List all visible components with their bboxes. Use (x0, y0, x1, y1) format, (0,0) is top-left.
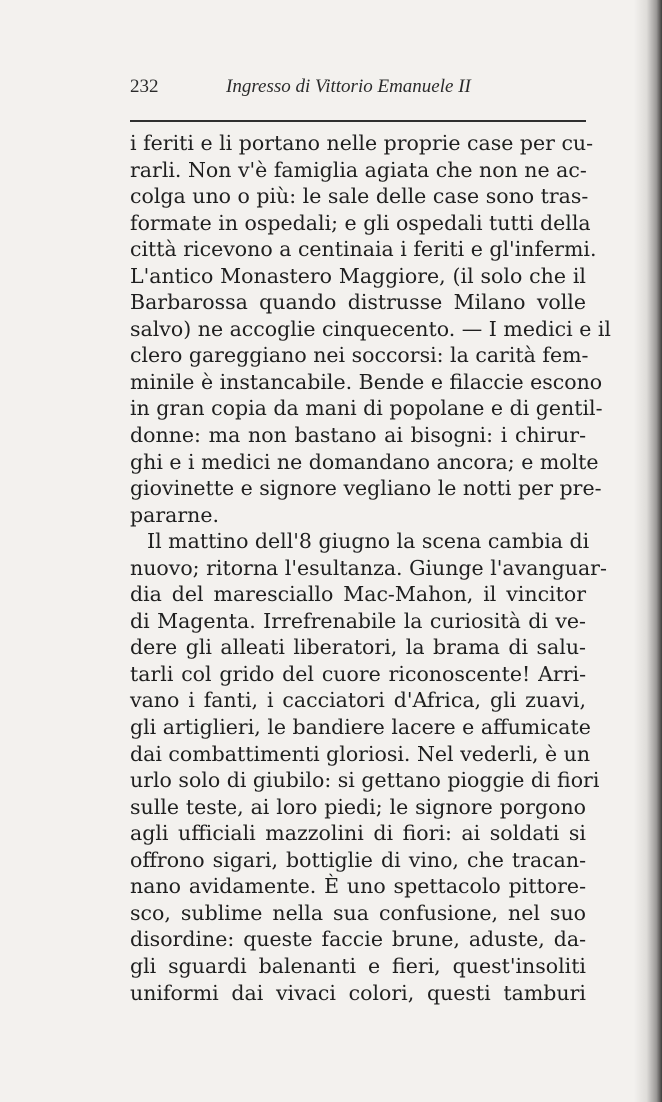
text-line: di Magenta. Irrefrenabile la curiosità di ve- (130, 608, 586, 633)
text-line: colga uno o più: le sale delle case sono tras- (130, 184, 589, 209)
page-binding-edge (634, 0, 662, 1102)
paragraph (130, 130, 611, 528)
text-line: ghi e i medici ne domandano ancora; e molte (130, 449, 599, 474)
text-line: Il mattino dell'8 giugno la scena cambia di (147, 529, 590, 554)
running-title: Ingresso di Vittorio Emanuele II (226, 76, 471, 97)
text-line: rarli. Non v'è famiglia agiata che non ne ac- (130, 157, 587, 182)
text-line: agli ufficiali mazzolini di fiori: ai soldati si (130, 821, 586, 846)
text-line: dia del maresciallo Mac-Mahon, il vincitor (130, 582, 586, 607)
page-header (130, 76, 586, 104)
text-line: tarli col grido del cuore riconoscente! Arri- (130, 661, 586, 686)
text-line: vano i fanti, i cacciatori d'Africa, gli zuavi, (130, 688, 586, 713)
text-line: uniformi dai vivaci colori, questi tamburi (130, 980, 586, 1005)
text-line: formate in ospedali; e gli ospedali tutti della (130, 210, 591, 235)
text-line: urlo solo di giubilo: si gettano pioggie di fiori (130, 768, 600, 793)
text-line: in gran copia da mani di popolane e di gentil- (130, 396, 603, 421)
text-line: clero gareggiano nei soccorsi: la carità fem- (130, 343, 589, 368)
page-number: 232 (130, 76, 159, 97)
text-line: sco, sublime nella sua confusione, nel suo (130, 900, 586, 925)
text-line: i feriti e li portano nelle proprie case per cu- (130, 131, 594, 155)
text-line: L'antico Monastero Maggiore, (il solo che il (130, 263, 586, 288)
text-line: nuovo; ritorna l'esultanza. Giunge l'avanguar- (130, 555, 607, 580)
text-line: disordine: queste faccie brune, aduste, da- (130, 927, 586, 952)
text-line: città ricevono a centinaia i feriti e gl'infermi. (130, 237, 597, 262)
text-line: dere gli alleati liberatori, la brama di salu- (130, 635, 586, 660)
text-line: gli sguardi balenanti e fieri, quest'insoliti (130, 953, 586, 978)
text-line: gli artiglieri, le bandiere lacere e affumicate (130, 715, 591, 740)
text-line: giovinette e signore vegliano le notti per pre- (130, 476, 602, 501)
text-line: minile è instancabile. Bende e filaccie escono (130, 369, 603, 394)
header-rule (130, 120, 586, 122)
text-line: donne: ma non bastano ai bisogni: i chirur- (130, 423, 586, 448)
text-line: salvo) ne accoglie cinquecento. — I medici e il (130, 316, 611, 341)
text-line: Barbarossa quando distrusse Milano volle (130, 290, 586, 315)
text-line: sulle teste, ai loro piedi; le signore porgono (130, 794, 586, 819)
text-line: offrono sigari, bottiglie di vino, che tracan- (130, 847, 586, 872)
text-line: dai combattimenti gloriosi. Nel vederli, è un (130, 741, 591, 766)
text-line: nano avidamente. È uno spettacolo pittore- (130, 874, 586, 899)
text-line: pararne. (130, 502, 220, 527)
paragraph (130, 528, 607, 1006)
body-text (130, 130, 611, 1006)
